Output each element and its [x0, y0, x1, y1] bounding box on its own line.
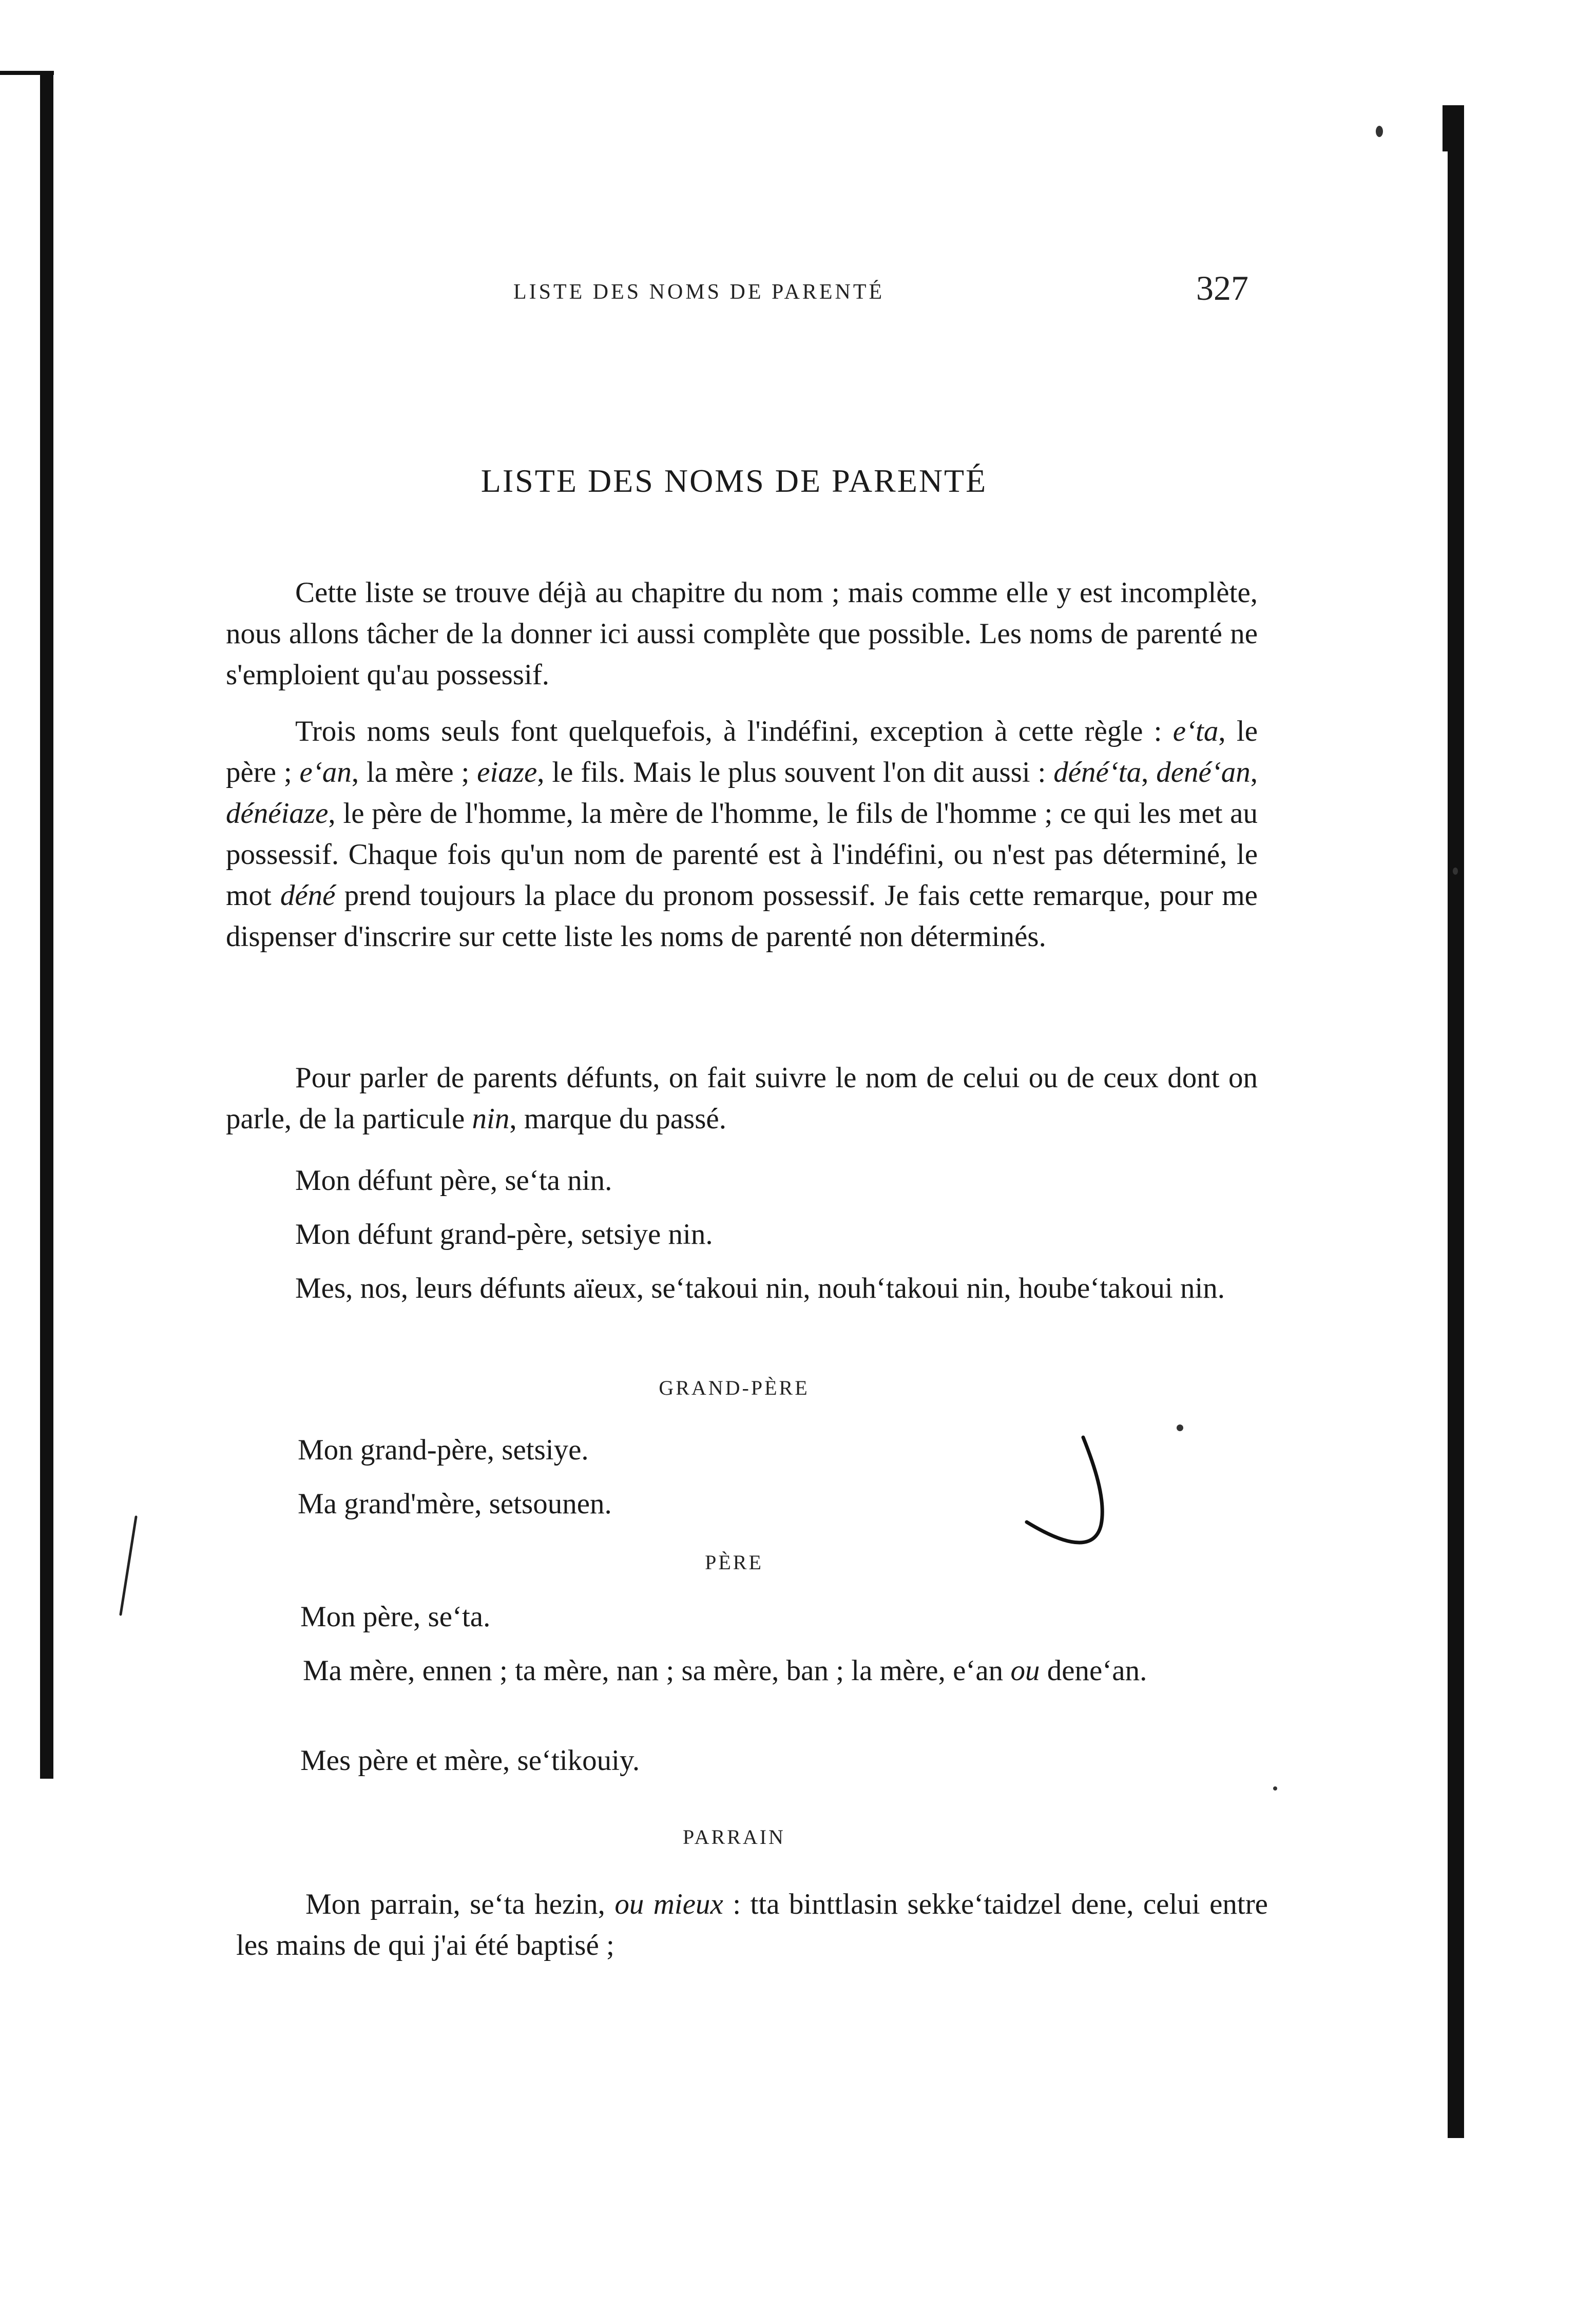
paragraph-text: dene‘an.: [1047, 1654, 1147, 1687]
entry-paragraph: [234, 1650, 1265, 1691]
paragraph-text: , le père de l'homme, la mère de l'homme, le fils de l'homme ; ce qui les met au possessif. Chaque fois qu'un nom de parenté est à l'indéfini, ou n'est pas déterminé, le mot: [226, 797, 1258, 912]
term-italic: dené‘an: [1156, 756, 1251, 788]
scan-speck: [1177, 1424, 1183, 1431]
paragraph-text: Trois noms seuls font quelquefois, à l'indéfini, exception à cette règle :: [295, 715, 1173, 747]
paragraph-text: ,: [1141, 756, 1157, 788]
paragraph-text: Ma mère, ennen ; ta mère, nan ; sa mère, ban ; la mère, e‘an: [303, 1654, 1011, 1687]
scan-speck: [1273, 1786, 1277, 1791]
paragraph-defunct: [226, 1057, 1258, 1140]
paragraph-text: , la mère ;: [351, 756, 477, 788]
scan-border-left: [40, 72, 53, 1779]
term-italic: déné: [280, 879, 336, 912]
term-italic: e‘ta: [1172, 715, 1219, 747]
paragraph-exception: [226, 711, 1258, 957]
term-italic: dénéiaze: [226, 797, 329, 830]
section-heading-pere: PÈRE: [705, 1551, 763, 1574]
entry-line: Mes père et mère, se‘tikouiy.: [300, 1744, 640, 1777]
example-line: Mon défunt grand-père, setsiye nin.: [295, 1218, 713, 1250]
paragraph-text: ,: [1250, 756, 1258, 788]
paragraph-text: Mes, nos, leurs défunts aïeux, se‘takoui nin, nouh‘takoui nin, hoube‘takoui nin.: [295, 1272, 1225, 1304]
scan-speck: [1453, 868, 1458, 875]
handwritten-check-mark: [1016, 1432, 1119, 1561]
paragraph-text: : tta binttlasin sekke‘taidzel dene, celui entre les mains de qui j'ai été baptisé ;: [236, 1888, 1268, 1961]
running-head: LISTE DES NOMS DE PARENTÉ: [513, 280, 885, 304]
paragraph-text: , le père ;: [226, 715, 1258, 788]
term-italic: ou: [1010, 1654, 1040, 1687]
term-italic: eiaze: [477, 756, 537, 788]
term-italic: ou mieux: [614, 1888, 723, 1920]
term-italic: e‘an: [299, 756, 352, 788]
paragraph-text: Cette liste se trouve déjà au chapitre du nom ; mais comme elle y est incomplète, nous allons tâcher de la donner ici aussi complète que possible. Les noms de parenté ne s'emploient qu'au possessif.: [226, 576, 1258, 691]
section-heading-parrain: PARRAIN: [683, 1825, 785, 1849]
page-number: 327: [1196, 268, 1248, 307]
paragraph-text: Mon parrain, se‘ta hezin,: [305, 1888, 615, 1920]
term-italic: nin: [472, 1103, 510, 1135]
paragraph-text: , le fils. Mais le plus souvent l'on dit aussi :: [537, 756, 1054, 788]
example-paragraph: [226, 1268, 1258, 1309]
term-italic: déné‘ta: [1053, 756, 1142, 788]
paragraph-intro: [226, 572, 1258, 696]
page-title: LISTE DES NOMS DE PARENTÉ: [480, 463, 988, 499]
paragraph-text: prend toujours la place du pronom possessif. Je fais cette remarque, pour me dispenser d'inscrire sur cette liste les noms de parenté non déterminés.: [226, 879, 1258, 953]
section-heading-grand-pere: GRAND-PÈRE: [659, 1376, 810, 1399]
entry-line: Mon grand-père, setsiye.: [298, 1434, 589, 1466]
scan-speck: [1376, 126, 1383, 137]
paragraph-text: Pour parler de parents défunts, on fait suivre le nom de celui ou de ceux dont on parle, de la particule: [226, 1062, 1258, 1135]
example-line: Mon défunt père, se‘ta nin.: [295, 1164, 612, 1197]
entry-paragraph: [236, 1884, 1268, 1966]
entry-line: Ma grand'mère, setsounen.: [298, 1488, 612, 1520]
entry-line: Mon père, se‘ta.: [300, 1601, 491, 1633]
paragraph-text: , marque du passé.: [509, 1103, 726, 1135]
